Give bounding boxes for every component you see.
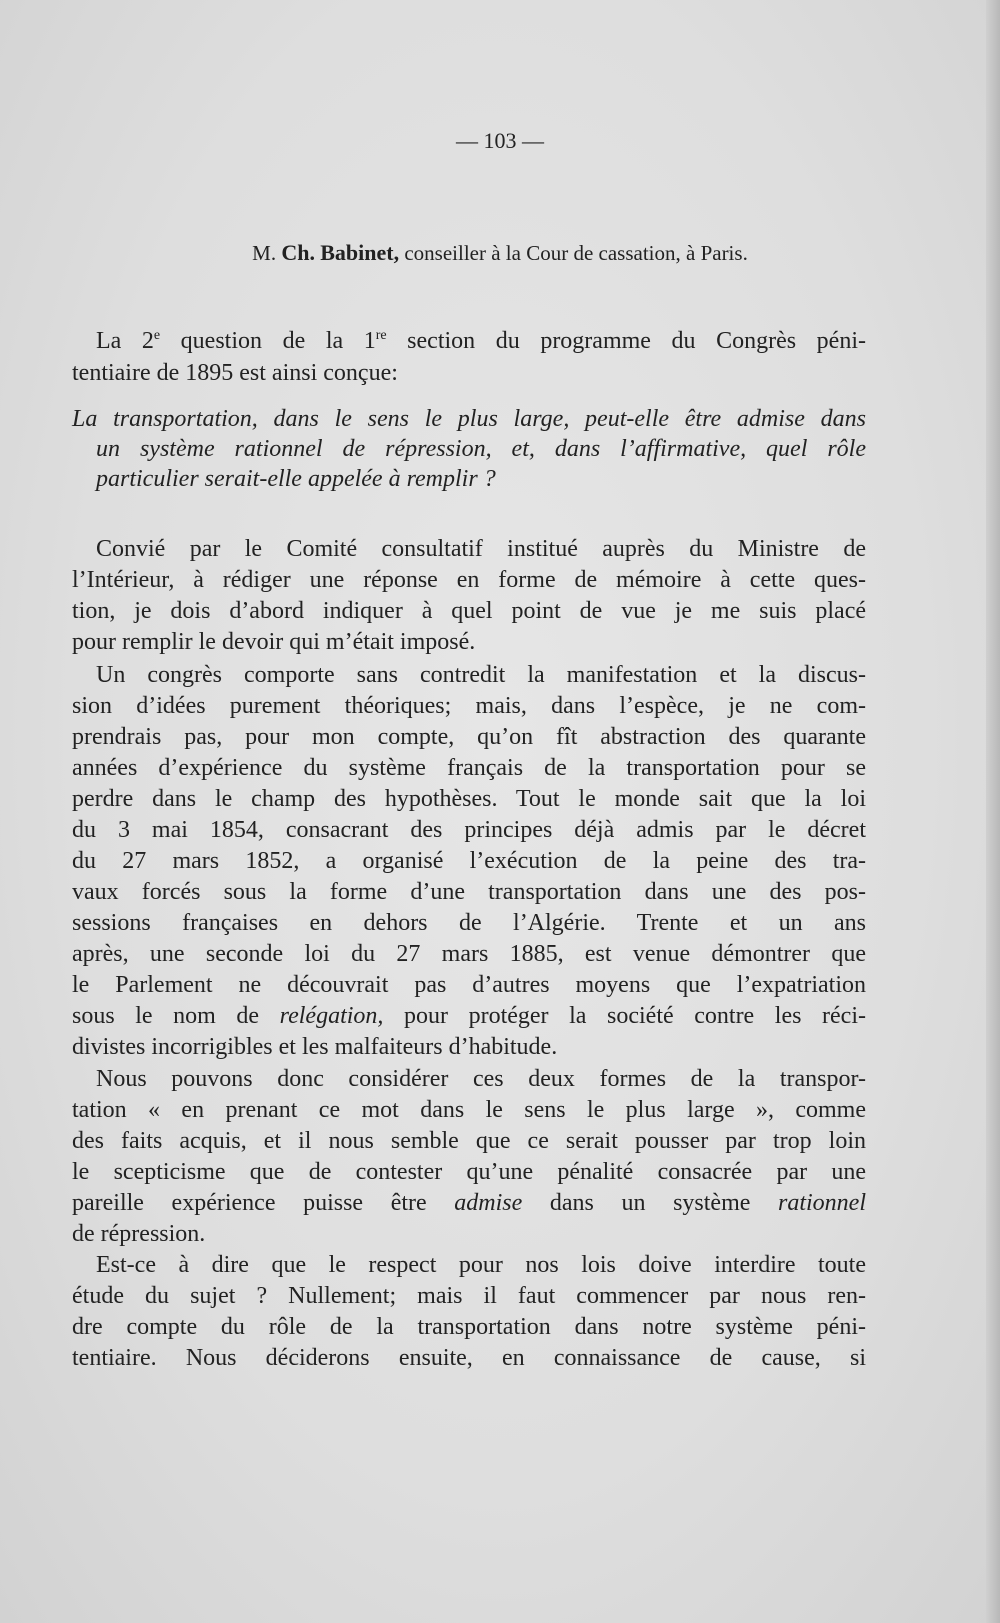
para2-line-12 [72, 1001, 866, 1031]
para3-line-5 [72, 1188, 866, 1218]
para2-line-6: du 3 mai 1854, consacrant des principes déjà admis par le décret [72, 817, 866, 843]
text-fragment: question de la 1 [160, 328, 376, 354]
question-intro-line-2: tentiaire de 1895 est ainsi conçue: [72, 360, 398, 386]
para2-line-7: du 27 mars 1852, a organisé l’exécution de la peine des tra- [72, 848, 866, 874]
para2-line-4: années d’expérience du système français de la transportation pour se [72, 755, 866, 781]
para2-line-11: le Parlement ne découvrait pas d’autres moyens que l’expatriation [72, 972, 866, 998]
para4-line-2: étude du sujet ? Nullement; mais il faut commencer par nous ren- [72, 1283, 866, 1309]
author-heading [0, 240, 1000, 266]
italic-term: relégation, [279, 1003, 384, 1029]
superscript: re [375, 328, 387, 343]
page-number: — 103 — [456, 128, 544, 153]
page-edge-shadow [986, 0, 1000, 1623]
para3-line-2: tation « en prenant ce mot dans le sens le plus large », comme [72, 1097, 866, 1123]
italic-term: rationnel [778, 1190, 866, 1216]
text-fragment: pour protéger la société contre les réci- [383, 1003, 866, 1029]
superscript: e [153, 328, 161, 343]
text-fragment: La 2 [96, 328, 154, 354]
para3-line-4: le scepticisme que de contester qu’une pénalité consacrée par une [72, 1159, 866, 1185]
para3-line-6: de répression. [72, 1221, 206, 1247]
text-fragment: pareille expérience puisse être [72, 1190, 455, 1216]
para2-line-9: sessions françaises en dehors de l’Algérie. Trente et un ans [72, 910, 866, 936]
para2-line-13: divistes incorrigibles et les malfaiteurs d’habitude. [72, 1034, 558, 1060]
para2-line-1: Un congrès comporte sans contredit la manifestation et la discus- [96, 662, 866, 688]
question-italic-line-2: un système rationnel de répression, et, dans l’affirmative, quel rôle [96, 436, 866, 462]
text-fragment: section du programme du Congrès péni- [386, 328, 866, 354]
para4-line-1: Est-ce à dire que le respect pour nos lois doive interdire toute [96, 1252, 866, 1278]
para2-line-5: perdre dans le champ des hypothèses. Tout le monde sait que la loi [72, 786, 866, 812]
question-intro-line-1 [72, 326, 866, 356]
para4-line-4: tentiaire. Nous déciderons ensuite, en connaissance de cause, si [72, 1345, 866, 1371]
para1-line-3: tion, je dois d’abord indiquer à quel point de vue je me suis placé [72, 598, 866, 624]
question-italic-line-3: particulier serait-elle appelée à remplir ? [96, 466, 496, 492]
para1-line-1: Convié par le Comité consultatif institué auprès du Ministre de [96, 536, 866, 562]
para2-line-8: vaux forcés sous la forme d’une transportation dans une des pos- [72, 879, 866, 905]
text-fragment: sous le nom de [72, 1003, 280, 1029]
author-last-name: Babinet, [320, 240, 400, 265]
question-italic-line-1: La transportation, dans le sens le plus large, peut-elle être admise dans [72, 406, 866, 432]
italic-term: admise [454, 1190, 523, 1216]
author-title: conseiller à la Cour de cassation, à Paris. [404, 241, 748, 265]
author-first-name: Ch. [281, 240, 315, 265]
para2-line-10: après, une seconde loi du 27 mars 1885, est venue démontrer que [72, 941, 866, 967]
para2-line-2: sion d’idées purement théoriques; mais, dans l’espèce, je ne com- [72, 693, 866, 719]
para4-line-3: dre compte du rôle de la transportation dans notre système péni- [72, 1314, 866, 1340]
para2-line-3: prendrais pas, pour mon compte, qu’on fît abstraction des quarante [72, 724, 866, 750]
text-fragment: dans un système [522, 1190, 778, 1216]
para1-line-4: pour remplir le devoir qui m’était imposé. [72, 629, 476, 655]
para3-line-3: des faits acquis, et il nous semble que ce serait pousser par trop loin [72, 1128, 866, 1154]
author-prefix: M. [252, 241, 277, 265]
para3-line-1: Nous pouvons donc considérer ces deux formes de la transpor- [96, 1066, 866, 1092]
para1-line-2: l’Intérieur, à rédiger une réponse en forme de mémoire à cette ques- [72, 567, 866, 593]
